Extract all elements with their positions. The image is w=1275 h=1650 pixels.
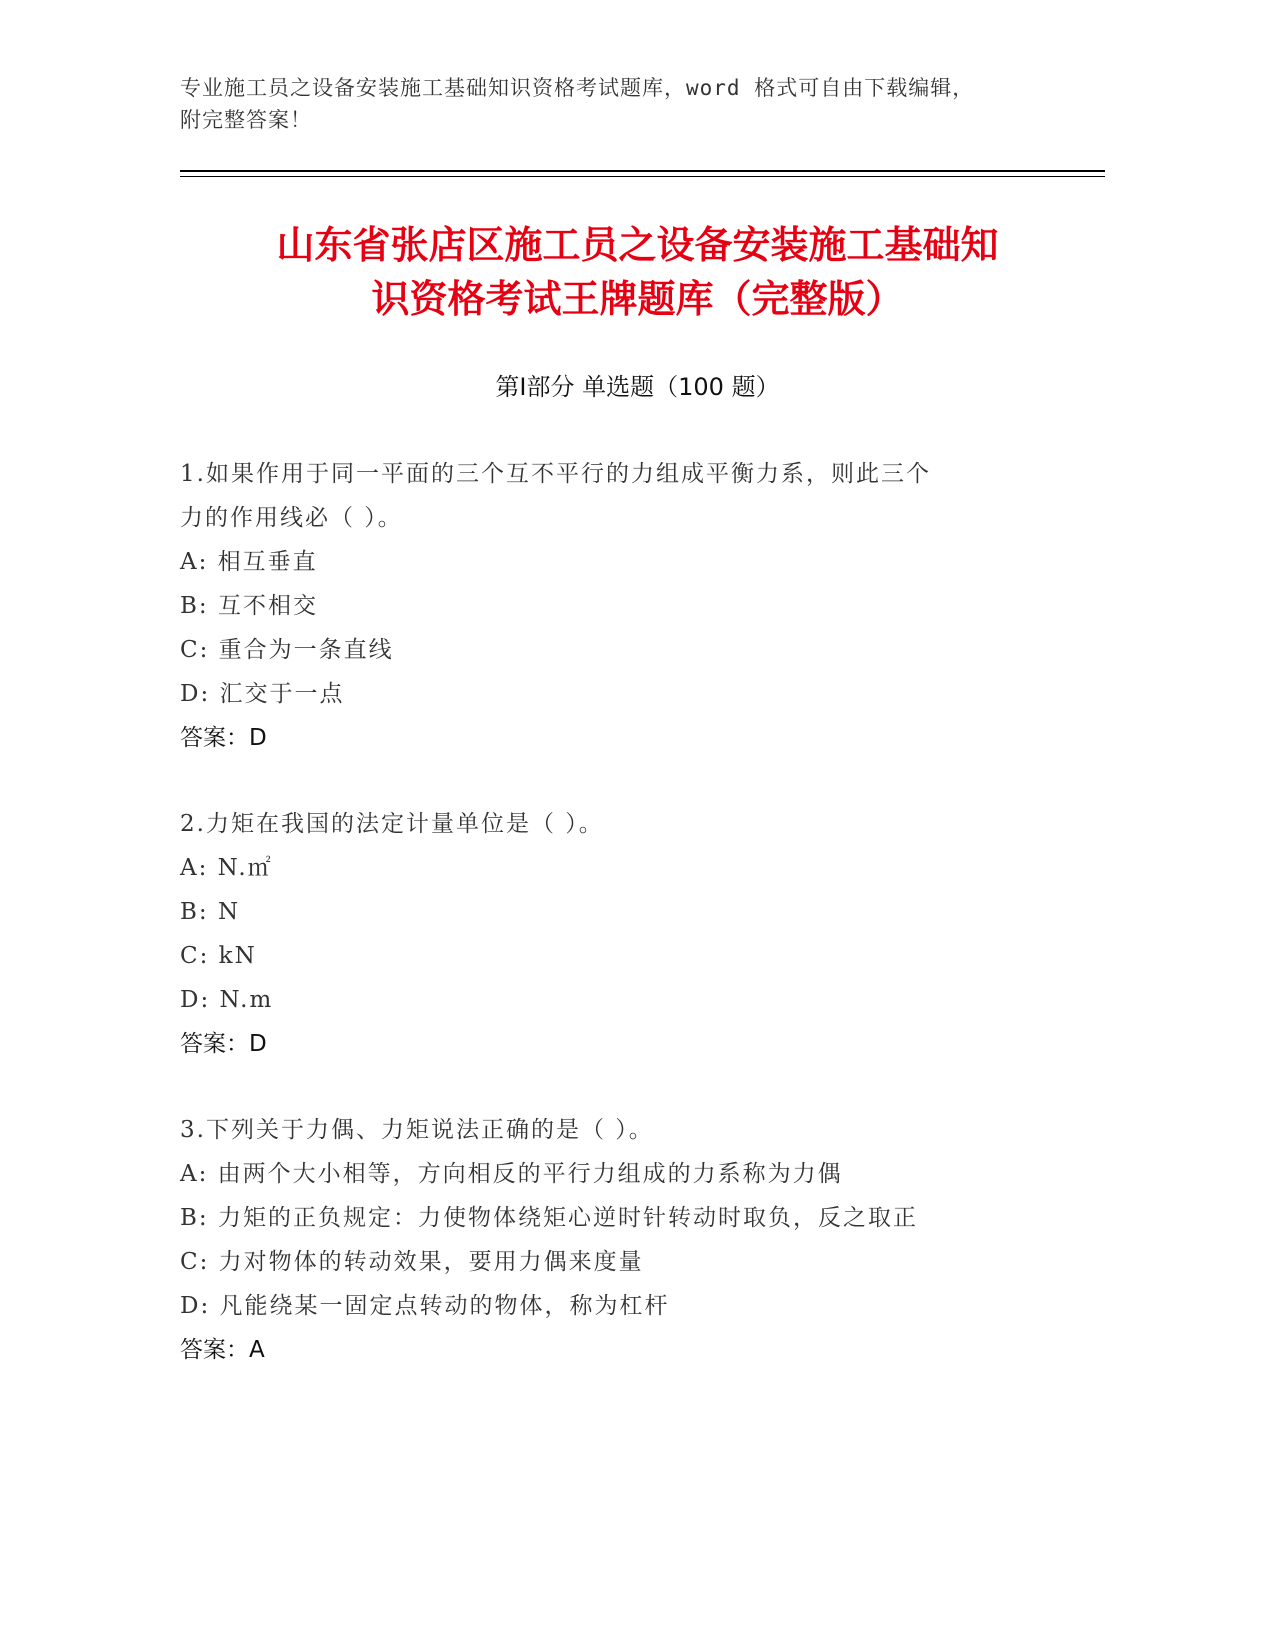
question-stem: 3.下列关于力偶、力矩说法正确的是（ ）。 [180,1117,654,1143]
header-note-line-1: 专业施工员之设备安装施工基础知识资格考试题库，word 格式可自由下载编辑， [180,76,975,100]
question-stem: 1.如果作用于同一平面的三个互不平行的力组成平衡力系，则此三个 [180,461,931,487]
question-list [180,452,1100,1414]
option-b: B: N [180,899,241,925]
option-c: C: 重合为一条直线 [180,637,394,663]
document-title-line-1: 山东省张店区施工员之设备安装施工基础知 [276,223,999,267]
question-1 [180,452,1100,760]
answer: 答案：D [180,1031,267,1057]
option-a: A: 相互垂直 [180,549,318,575]
header-divider-thick [180,170,1105,172]
section-title: 第Ⅰ部分 单选题（100 题） [495,373,780,401]
question-stem-continued: 力的作用线必（ ）。 [180,505,403,531]
option-c: C: kN [180,943,257,969]
option-d: D: 凡能绕某一固定点转动的物体，称为杠杆 [180,1293,670,1319]
header-note [180,72,1080,136]
question-stem: 2.力矩在我国的法定计量单位是（ ）。 [180,811,604,837]
option-a: A: N.㎡ [180,855,273,881]
question-2 [180,802,1100,1066]
option-d: D: N.m [180,987,274,1013]
document-title-line-2: 识资格考试王牌题库（完整版） [371,277,904,321]
answer: 答案：A [180,1337,265,1363]
option-c: C: 力对物体的转动效果，要用力偶来度量 [180,1249,644,1275]
answer: 答案：D [180,725,267,751]
header-divider-thin [180,176,1105,177]
document-title [150,218,1125,326]
option-a: A: 由两个大小相等，方向相反的平行力组成的力系称为力偶 [180,1161,843,1187]
header-note-line-2: 附完整答案！ [180,108,312,132]
option-b: B: 力矩的正负规定：力使物体绕矩心逆时针转动时取负，反之取正 [180,1205,918,1231]
option-b: B: 互不相交 [180,593,318,619]
option-d: D: 汇交于一点 [180,681,345,707]
question-3 [180,1108,1100,1372]
